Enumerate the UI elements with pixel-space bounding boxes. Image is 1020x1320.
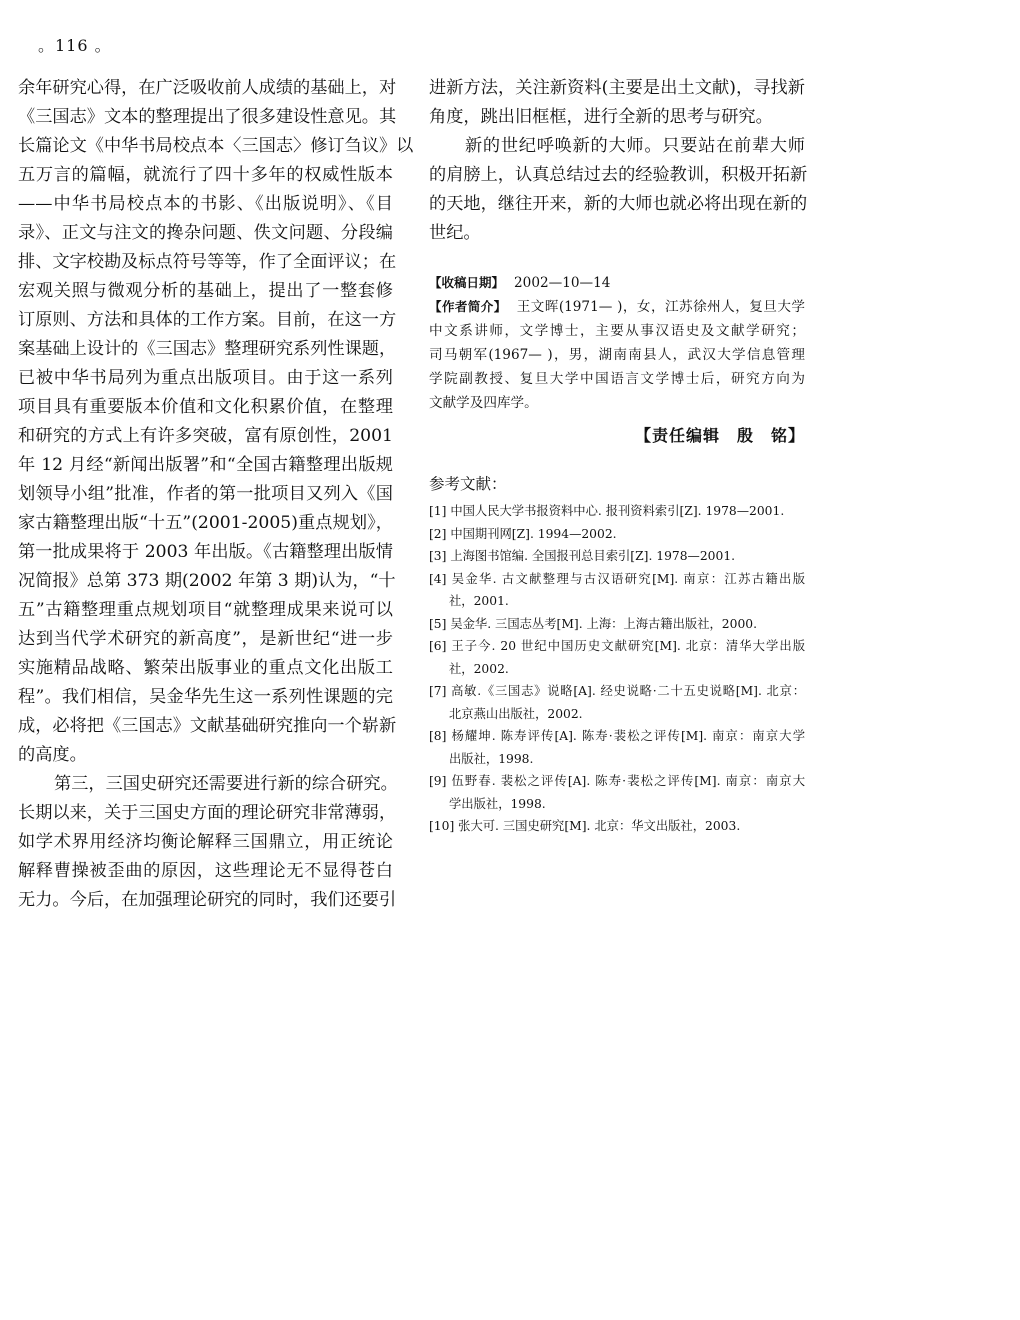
reference-item	[429, 725, 805, 770]
reference-item	[429, 815, 805, 838]
text-line: 宏观关照与微观分析的基础上，提出了一整套修	[18, 281, 393, 301]
references-heading: 参考文献：	[429, 475, 507, 493]
text-line: ——中华书局校点本的书影、《出版说明》、《目	[18, 194, 393, 214]
page-number: 。116 。	[38, 36, 112, 55]
responsible-editor: 【责任编辑 殷 铭】	[634, 426, 805, 445]
reference-line: [5] 吴金华. 三国志丛考[M]. 上海：上海古籍出版社，2000.	[429, 616, 757, 631]
reference-item	[429, 680, 805, 725]
reference-line: 社，2002.	[449, 661, 509, 676]
received-date-value: 2002—10—14	[514, 275, 611, 291]
text-line: 成，必将把《三国志》文献基础研究推向一个崭新	[18, 716, 397, 736]
author-bio-line: 学院副教授、复旦大学中国语言文学博士后，研究方向为	[429, 371, 805, 387]
reference-line: [7] 高敏.《三国志》说略[A]. 经史说略·二十五史说略[M]. 北京：	[429, 684, 805, 698]
text-line: 项目具有重要版本价值和文化积累价值，在整理	[18, 397, 393, 417]
text-line: 新的世纪呼唤新的大师。只要站在前辈大师	[465, 136, 805, 156]
reference-line: [4] 吴金华. 古文献整理与古汉语研究[M]. 南京：江苏古籍出版	[429, 571, 805, 586]
text-line: 如学术界用经济均衡论解释三国鼎立，用正统论	[18, 832, 393, 852]
text-line: 实施精品战略、繁荣出版事业的重点文化出版工	[18, 658, 393, 678]
text-line: 达到当代学术研究的新高度”，是新世纪“进一步	[18, 629, 393, 649]
text-line: 长篇论文《中华书局校点本〈三国志〉修订刍议》以	[18, 136, 414, 156]
reference-line: [1] 中国人民大学书报资料中心. 报刊资料索引[Z]. 1978—2001.	[429, 504, 785, 518]
author-bio-line: 文献学及四库学。	[429, 395, 538, 411]
reference-item	[429, 523, 805, 546]
article-meta	[429, 271, 805, 415]
reference-line: [3] 上海图书馆编. 全国报刊总目索引[Z]. 1978—2001.	[429, 549, 736, 563]
reference-item	[429, 613, 805, 636]
right-column-text	[429, 74, 808, 248]
references-list	[429, 500, 805, 838]
text-line: 录》、正文与注文的搀杂问题、佚文问题、分段编	[18, 223, 393, 243]
text-line: 世纪。	[429, 223, 481, 243]
received-date-label: 【收稿日期】	[429, 275, 505, 290]
reference-line: [6] 王子今. 20 世纪中国历史文献研究[M]. 北京：清华大学出版	[429, 639, 805, 653]
text-line: 排、文字校勘及标点符号等等，作了全面评议；在	[18, 252, 397, 272]
reference-line: 出版社，1998.	[449, 751, 534, 766]
reference-line: [10] 张大可. 三国史研究[M]. 北京：华文出版社，2003.	[429, 819, 741, 833]
text-line: 划领导小组”批准，作者的第一批项目又列入《国	[18, 484, 393, 504]
author-bio-line: 司马朝军(1967— )，男，湖南南县人，武汉大学信息管理	[429, 347, 805, 363]
text-line: 第一批成果将于 2003 年出版。《古籍整理出版情	[18, 542, 393, 562]
author-bio-line	[429, 295, 805, 319]
text-line: 家古籍整理出版“十五”(2001-2005)重点规划》，	[18, 513, 393, 533]
text-line: 长期以来，关于三国史方面的理论研究非常薄弱，	[18, 803, 397, 823]
text-line: 和研究的方式上有许多突破，富有原创性，2001	[18, 426, 393, 446]
reference-line: 学出版社，1998.	[449, 796, 546, 811]
author-bio-line: 中文系讲师，文学博士，主要从事汉语史及文献学研究；	[429, 323, 805, 339]
text-line: 五”古籍整理重点规划项目“就整理成果来说可以	[18, 600, 393, 620]
text-line: 角度，跳出旧框框，进行全新的思考与研究。	[429, 107, 773, 127]
text-line: 进新方法，关注新资料(主要是出土文献)，寻找新	[429, 78, 805, 98]
author-bio-text: 王文晖(1971— )，女，江苏徐州人，复旦大学	[516, 299, 805, 315]
text-line: 解释曹操被歪曲的原因，这些理论无不显得苍白	[18, 861, 393, 881]
text-line: 程”。我们相信，吴金华先生这一系列性课题的完	[18, 687, 393, 707]
text-line: 的天地，继往开来，新的大师也就必将出现在新的	[429, 194, 808, 214]
received-date-line	[429, 271, 805, 295]
reference-line: [9] 伍野春. 裴松之评传[A]. 陈寿·裴松之评传[M]. 南京：南京大	[429, 774, 805, 788]
text-line: 案基础上设计的《三国志》整理研究系列性课题，	[18, 339, 397, 359]
reference-line: 北京燕山出版社，2002.	[449, 706, 583, 721]
reference-item	[429, 545, 805, 568]
text-line: 无力。今后，在加强理论研究的同时，我们还要引	[18, 890, 397, 910]
reference-item	[429, 500, 805, 523]
reference-item	[429, 635, 805, 680]
reference-item	[429, 568, 805, 613]
left-column-text	[18, 74, 414, 915]
author-label: 【作者简介】	[429, 299, 507, 314]
text-line: 《三国志》文本的整理提出了很多建设性意见。其	[18, 107, 397, 127]
text-line: 年 12 月经“新闻出版署”和“全国古籍整理出版规	[18, 455, 393, 475]
text-line: 余年研究心得，在广泛吸收前人成绩的基础上，对	[18, 78, 397, 98]
reference-line: [2] 中国期刊网[Z]. 1994—2002.	[429, 526, 617, 541]
reference-line: [8] 杨耀坤. 陈寿评传[A]. 陈寿·裴松之评传[M]. 南京：南京大学	[429, 729, 805, 743]
text-line: 五万言的篇幅，就流行了四十多年的权威性版本	[18, 165, 393, 185]
reference-item	[429, 770, 805, 815]
text-line: 第三，三国史研究还需要进行新的综合研究。	[54, 774, 398, 794]
text-line: 况简报》总第 373 期(2002 年第 3 期)认为，“十	[18, 571, 396, 591]
text-line: 订原则、方法和具体的工作方案。目前，在这一方	[18, 310, 397, 330]
author-bio	[429, 295, 805, 415]
right-column	[429, 74, 808, 838]
text-line: 的肩膀上，认真总结过去的经验教训，积极开拓新	[429, 165, 808, 185]
text-line: 的高度。	[18, 745, 87, 765]
text-line: 已被中华书局列为重点出版项目。由于这一系列	[18, 368, 393, 388]
reference-line: 社，2001.	[449, 594, 509, 608]
